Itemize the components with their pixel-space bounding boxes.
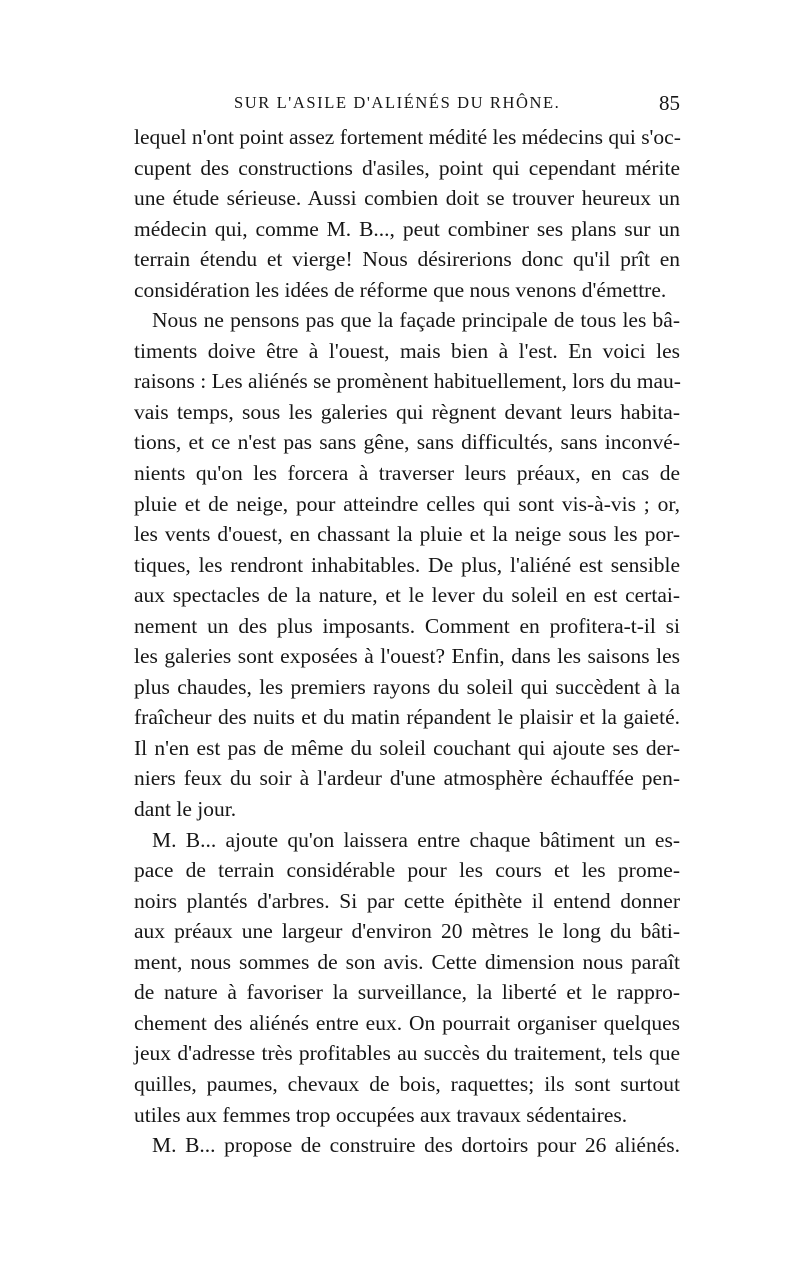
text-line: jeux d'adresse très profitables au succès du traitement, tels que bbox=[134, 1041, 680, 1066]
running-title: SUR L'ASILE D'ALIÉNÉS DU RHÔNE. bbox=[234, 93, 561, 112]
text-line: noirs plantés d'arbres. Si par cette épithète il entend donner bbox=[134, 888, 680, 913]
text-line: fraîcheur des nuits et du matin répandent le plaisir et la gaieté. bbox=[134, 705, 680, 730]
text-line: considération les idées de réforme que nous venons d'émettre. bbox=[134, 277, 667, 302]
text-line: M. B... ajoute qu'on laissera entre chaque bâtiment un es- bbox=[152, 827, 680, 852]
text-line: plus chaudes, les premiers rayons du soleil qui succèdent à la bbox=[134, 674, 680, 699]
text-line: les galeries sont exposées à l'ouest? Enfin, dans les saisons les bbox=[134, 644, 680, 669]
text-line: pluie et de neige, pour atteindre celles qui sont vis-à-vis ; or, bbox=[134, 491, 680, 516]
text-line: chement des aliénés entre eux. On pourrait organiser quelques bbox=[134, 1010, 680, 1035]
text-line: une étude sérieuse. Aussi combien doit se trouver heureux un bbox=[134, 186, 680, 211]
text-line: nients qu'on les forcera à traverser leurs préaux, en cas de bbox=[134, 461, 680, 486]
text-line: pace de terrain considérable pour les cours et les prome- bbox=[134, 858, 680, 883]
text-line: les vents d'ouest, en chassant la pluie et la neige sous les por- bbox=[134, 522, 680, 547]
body-text bbox=[134, 122, 680, 1161]
text-line: niers feux du soir à l'ardeur d'une atmosphère échauffée pen- bbox=[134, 766, 680, 791]
text-line: médecin qui, comme M. B..., peut combiner ses plans sur un bbox=[134, 216, 680, 241]
text-line: ment, nous sommes de son avis. Cette dimension nous paraît bbox=[134, 949, 680, 974]
text-line: utiles aux femmes trop occupées aux travaux sédentaires. bbox=[134, 1102, 628, 1127]
text-line: lequel n'ont point assez fortement médité les médecins qui s'oc- bbox=[134, 125, 681, 149]
text-line: dant le jour. bbox=[134, 797, 237, 822]
text-line: raisons : Les aliénés se promènent habituellement, lors du mau- bbox=[134, 369, 681, 394]
text-line: de nature à favoriser la surveillance, la liberté et le rappro- bbox=[134, 980, 680, 1005]
page-number: 85 bbox=[659, 91, 680, 115]
text-line: timents doive être à l'ouest, mais bien à l'est. En voici les bbox=[134, 338, 680, 363]
text-line: aux spectacles de la nature, et le lever du soleil en est certai- bbox=[134, 583, 680, 608]
text-line: quilles, paumes, chevaux de bois, raquettes; ils sont surtout bbox=[134, 1071, 680, 1096]
text-line: tiques, les rendront inhabitables. De plus, l'aliéné est sensible bbox=[134, 552, 680, 577]
text-line: tions, et ce n'est pas sans gêne, sans difficultés, sans inconvé- bbox=[134, 430, 680, 455]
text-line: nement un des plus imposants. Comment en profitera-t-il si bbox=[134, 613, 680, 638]
text-line: vais temps, sous les galeries qui règnent devant leurs habita- bbox=[134, 399, 680, 424]
text-line: terrain étendu et vierge! Nous désirerions donc qu'il prît en bbox=[134, 247, 680, 272]
text-line: Nous ne pensons pas que la façade principale de tous les bâ- bbox=[152, 308, 680, 333]
text-line: cupent des constructions d'asiles, point qui cependant mérite bbox=[134, 155, 680, 180]
text-line: aux préaux une largeur d'environ 20 mètres le long du bâti- bbox=[134, 919, 680, 944]
text-line: Il n'en est pas de même du soleil couchant qui ajoute ses der- bbox=[134, 735, 680, 760]
text-line: M. B... propose de construire des dortoirs pour 26 aliénés. bbox=[152, 1133, 680, 1158]
running-head bbox=[134, 88, 680, 118]
